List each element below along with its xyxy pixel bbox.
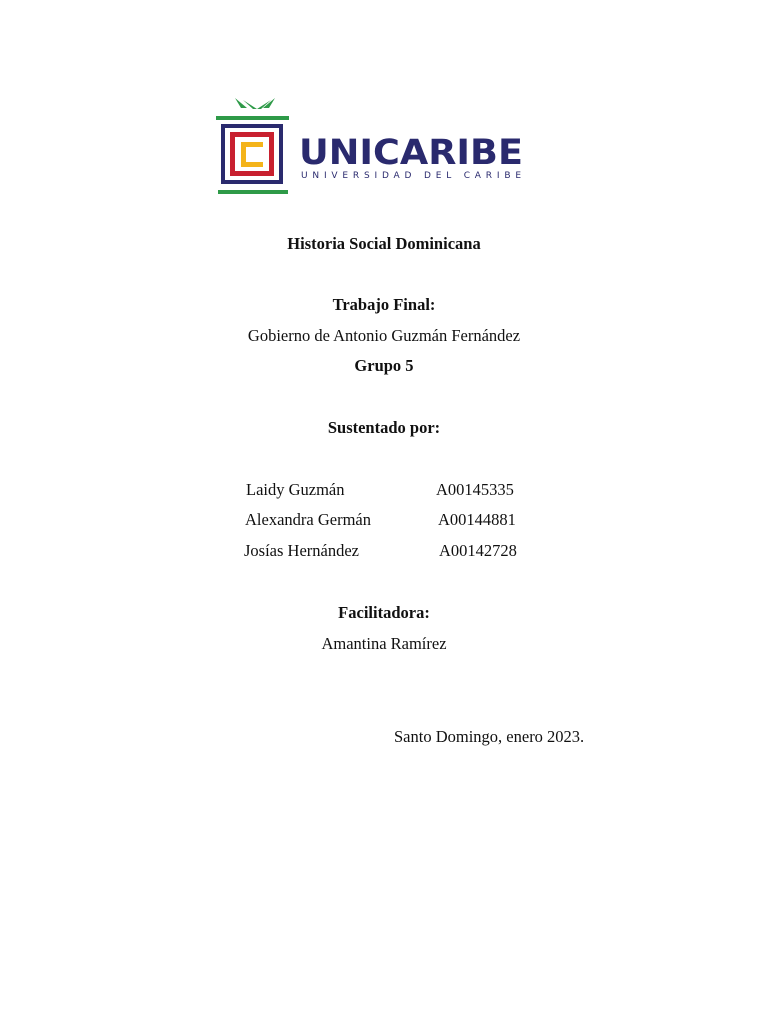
student-name: Laidy Guzmán (246, 480, 345, 499)
unicaribe-logo (213, 96, 533, 196)
place-date: Santo Domingo, enero 2023. (394, 727, 585, 746)
work-label: Trabajo Final: (332, 295, 436, 314)
facilitator-label: Facilitadora: (338, 603, 430, 622)
logo-wordmark: UNICARIBE (299, 133, 523, 173)
presented-by-label: Sustentado por: (327, 418, 441, 437)
logo-tagline: UNIVERSIDAD DEL CARIBE (301, 171, 521, 181)
student-name: Alexandra Germán (245, 510, 371, 529)
group-label: Grupo 5 (354, 356, 414, 375)
unicaribe-logo-graphic (213, 96, 533, 196)
student-id: A00145335 (436, 480, 514, 499)
student-id: A00144881 (438, 510, 516, 529)
student-id: A00142728 (439, 541, 517, 560)
facilitator-name: Amantina Ramírez (321, 634, 447, 653)
work-topic: Gobierno de Antonio Guzmán Fernández (247, 326, 521, 345)
course-title: Historia Social Dominicana (287, 234, 481, 253)
student-name: Josías Hernández (244, 541, 360, 560)
